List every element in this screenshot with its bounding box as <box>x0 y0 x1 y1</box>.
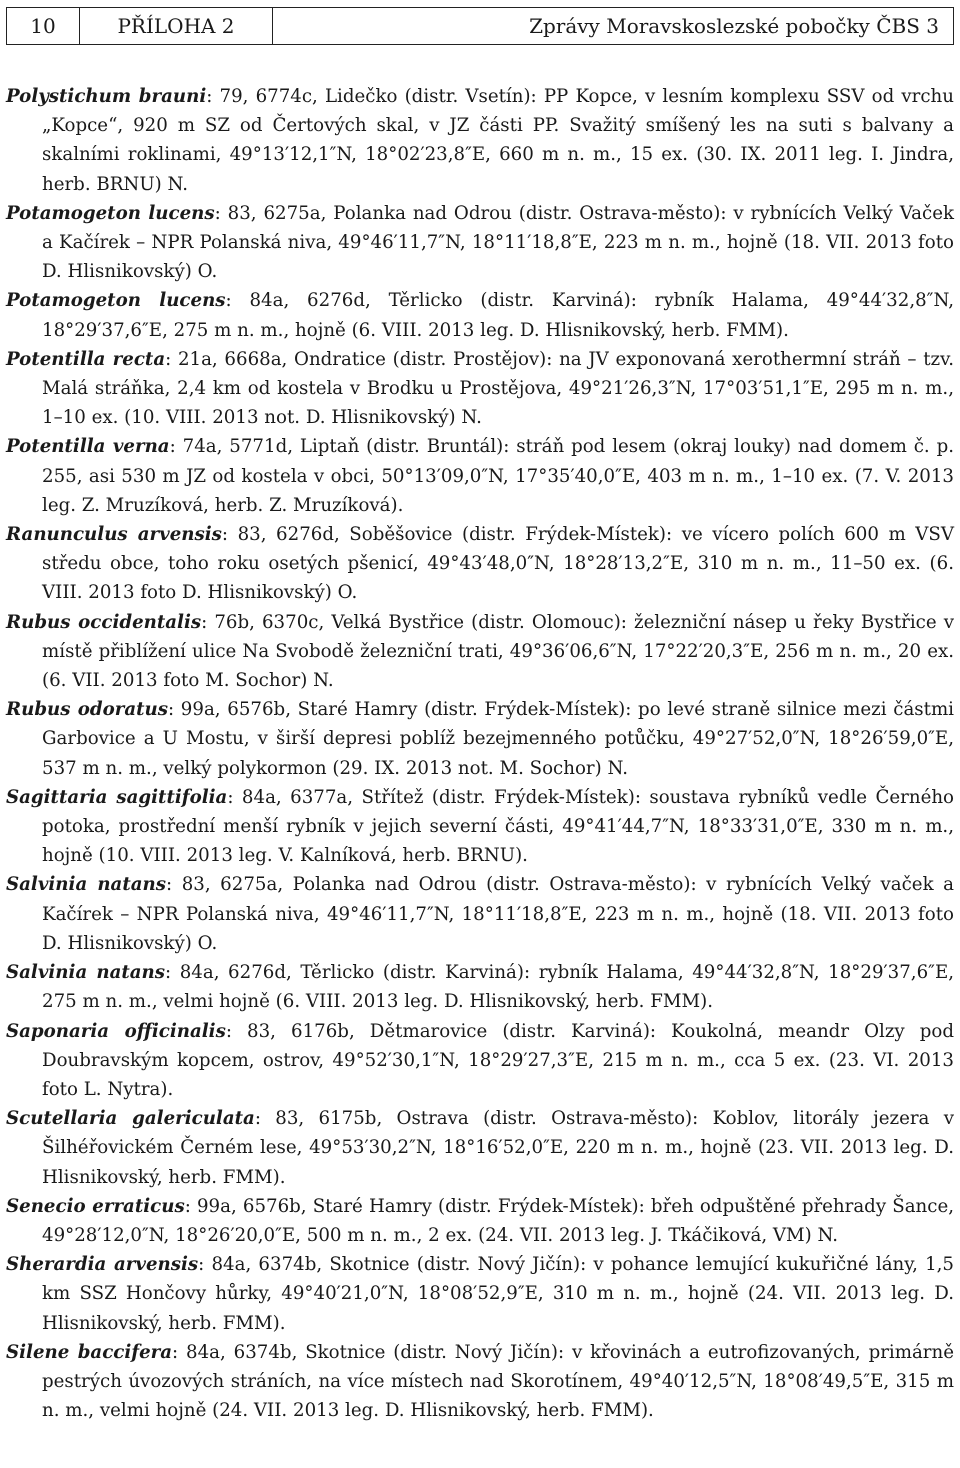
species-records <box>6 82 954 1425</box>
species-name: Rubus occidentalis <box>6 611 202 633</box>
species-name: Scutellaria galericulata <box>6 1108 255 1130</box>
record-entry <box>6 870 954 958</box>
record-text: : 74a, 5771d, Liptaň (distr. Bruntál): stráň pod lesem (okraj louky) nad domem č. p. 255, asi 530 m JZ od kostela v obci, 50°13′09,0″N, 17°35′40,0″E, 403 m n. m., 1–10 ex. (7. V. 2013 leg. Z. Mruzíková, herb. Z. Mruzíková). <box>42 436 954 516</box>
species-name: Polystichum brauni <box>6 86 207 107</box>
species-name: Saponaria officinalis <box>6 1020 226 1042</box>
record-text: : 84a, 6374b, Skotnice (distr. Nový Jičín): v křovinách a eutrofizovaných, primárně pestrých úvozových stráních, na více místech nad Skorotínem, 49°40′12,5″N, 18°08′49,5″E, 315 m n. m., velmi hojně (24. VII. 2013 leg. D. Hlisnikovský, herb. FMM). <box>42 1341 954 1422</box>
record-text: : 83, 6176b, Dětmarovice (distr. Karviná): Koukolná, meandr Olzy pod Doubravským kopcem, ostrov, 49°52′30,1″N, 18°29′27,3″E, 215 m n. m., cca 5 ex. (23. VI. 2013 foto L. Nytra). <box>42 1020 954 1100</box>
record-text: : 76b, 6370c, Velká Bystřice (distr. Olomouc): železniční násep u řeky Bystřice v místě přiblížení ulice Na Svobodě železniční trati, 49°36′06,6″N, 17°22′20,3″E, 256 m n. m., 20 ex. (6. VII. 2013 foto M. Sochor) N. <box>42 611 954 692</box>
record-entry <box>6 82 954 199</box>
record-text: : 79, 6774c, Lidečko (distr. Vsetín): PP Kopce, v lesním komplexu SSV od vrchu „Kopce“, 920 m SZ od Čertových skal, v JZ části PP. Svažitý smíšený les na suti s balvany a skalními roklinami, 49°13′12,1″N, 18°02′23,8″E, 660 m n. m., 15 ex. (30. IX. 2011 leg. I. Jindra, herb. BRNU) N. <box>42 86 954 195</box>
page-number: 10 <box>7 8 80 44</box>
species-name: Potamogeton lucens <box>6 202 215 224</box>
record-text: : 84a, 6374b, Skotnice (distr. Nový Jičín): v pohance lemující kukuřičné lány, 1,5 km SSZ Hončovy hůrky, 49°40′21,0″N, 18°08′52,9″E, 310 m n. m., hojně (24. VII. 2013 leg. D. Hlisnikovský, herb. FMM). <box>42 1254 954 1334</box>
record-text: : 83, 6275a, Polanka nad Odrou (distr. Ostrava-město): v rybnících Velký vaček a Kačírek – NPR Polanská niva, 49°46′11,7″N, 18°11′18,8″E, 223 m n. m., hojně (18. VII. 2013 foto D. Hlisnikovský) O. <box>42 874 954 954</box>
record-entry <box>6 345 954 433</box>
species-name: Sherardia arvensis <box>6 1254 199 1276</box>
species-name: Potentilla verna <box>6 436 170 458</box>
record-text: : 84a, 6276d, Těrlicko (distr. Karviná): rybník Halama, 49°44′32,8″N, 18°29′37,6″E, 275 m n. m., velmi hojně (6. VIII. 2013 leg. D. Hlisnikovský, herb. FMM). <box>42 962 954 1013</box>
record-text: : 21a, 6668a, Ondratice (distr. Prostějov): na JV exponovaná xerothermní stráň – tzv. Malá stráňka, 2,4 km od kostela v Brodku u Prostějova, 49°21′26,3″N, 17°03′51,1″E, 295 m n. m., 1–10 ex. (10. VIII. 2013 not. D. Hlisnikovský) N. <box>42 348 954 429</box>
record-entry <box>6 958 954 1016</box>
species-name: Sagittaria sagittifolia <box>6 786 228 808</box>
record-entry <box>6 1104 954 1192</box>
record-text: : 83, 6276d, Soběšovice (distr. Frýdek-Místek): ve vícero polích 600 m VSV středu obce, toho roku osetých pšenicí, 49°43′48,0″N, 18°28′13,2″E, 310 m n. m., 11–50 ex. (6. VIII. 2013 foto D. Hlisnikovský) O. <box>42 524 955 604</box>
species-name: Potentilla recta <box>6 348 166 370</box>
species-name: Senecio erraticus <box>6 1195 185 1217</box>
record-entry <box>6 520 954 608</box>
record-entry <box>6 1250 954 1338</box>
species-name: Rubus odoratus <box>6 699 168 721</box>
species-name: Salvinia natans <box>6 962 166 984</box>
record-text: : 83, 6175b, Ostrava (distr. Ostrava-město): Koblov, litorály jezera v Šilhéřovickém Černém lese, 49°53′30,2″N, 18°16′52,0″E, 220 m n. m., hojně (23. VII. 2013 leg. D. Hlisnikovský, herb. FMM). <box>42 1108 954 1188</box>
record-text: : 83, 6275a, Polanka nad Odrou (distr. Ostrava-město): v rybnících Velký Vaček a Kačírek – NPR Polanská niva, 49°46′11,7″N, 18°11′18,8″E, 223 m n. m., hojně (18. VII. 2013 foto D. Hlisnikovský) O. <box>42 202 954 283</box>
record-entry <box>6 432 954 520</box>
record-entry <box>6 608 954 696</box>
record-entry <box>6 695 954 783</box>
record-entry <box>6 286 954 344</box>
record-entry <box>6 199 954 287</box>
record-text: : 99a, 6576b, Staré Hamry (distr. Frýdek-Místek): břeh odpuštěné přehrady Šance, 49°28′12,0″N, 18°26′20,0″E, 500 m n. m., 2 ex. (24. VII. 2013 leg. J. Tkáčiková, VM) N. <box>42 1195 954 1246</box>
species-name: Ranunculus arvensis <box>6 524 222 546</box>
species-name: Silene baccifera <box>6 1341 173 1363</box>
section-label: PŘÍLOHA 2 <box>80 8 273 44</box>
record-text: : 99a, 6576b, Staré Hamry (distr. Frýdek-Místek): po levé straně silnice mezi částmi Garbovice a U Mostu, v širší depresi poblíž bezejmenného potůčku, 49°27′52,0″N, 18°26′59,0″E, 537 m n. m., velký polykormon (29. IX. 2013 not. M. Sochor) N. <box>42 699 955 779</box>
page-header <box>6 7 954 45</box>
record-text: : 84a, 6276d, Těrlicko (distr. Karviná): rybník Halama, 49°44′32,8″N, 18°29′37,6″E, 275 m n. m., hojně (6. VIII. 2013 leg. D. Hlisnikovský, herb. FMM). <box>42 290 954 341</box>
journal-title: Zprávy Moravskoslezské pobočky ČBS 3 <box>529 14 939 38</box>
record-entry <box>6 1192 954 1250</box>
species-name: Salvinia natans <box>6 874 166 896</box>
record-text: : 84a, 6377a, Střítež (distr. Frýdek-Místek): soustava rybníků vedle Černého potoka, prostřední menší rybník v jejich severní části, 49°41′44,7″N, 18°33′31,0″E, 330 m n. m., hojně (10. VIII. 2013 leg. V. Kalníková, herb. BRNU). <box>42 786 955 867</box>
record-entry <box>6 1017 954 1105</box>
record-entry <box>6 783 954 871</box>
record-entry <box>6 1338 954 1426</box>
species-name: Potamogeton lucens <box>6 290 226 312</box>
